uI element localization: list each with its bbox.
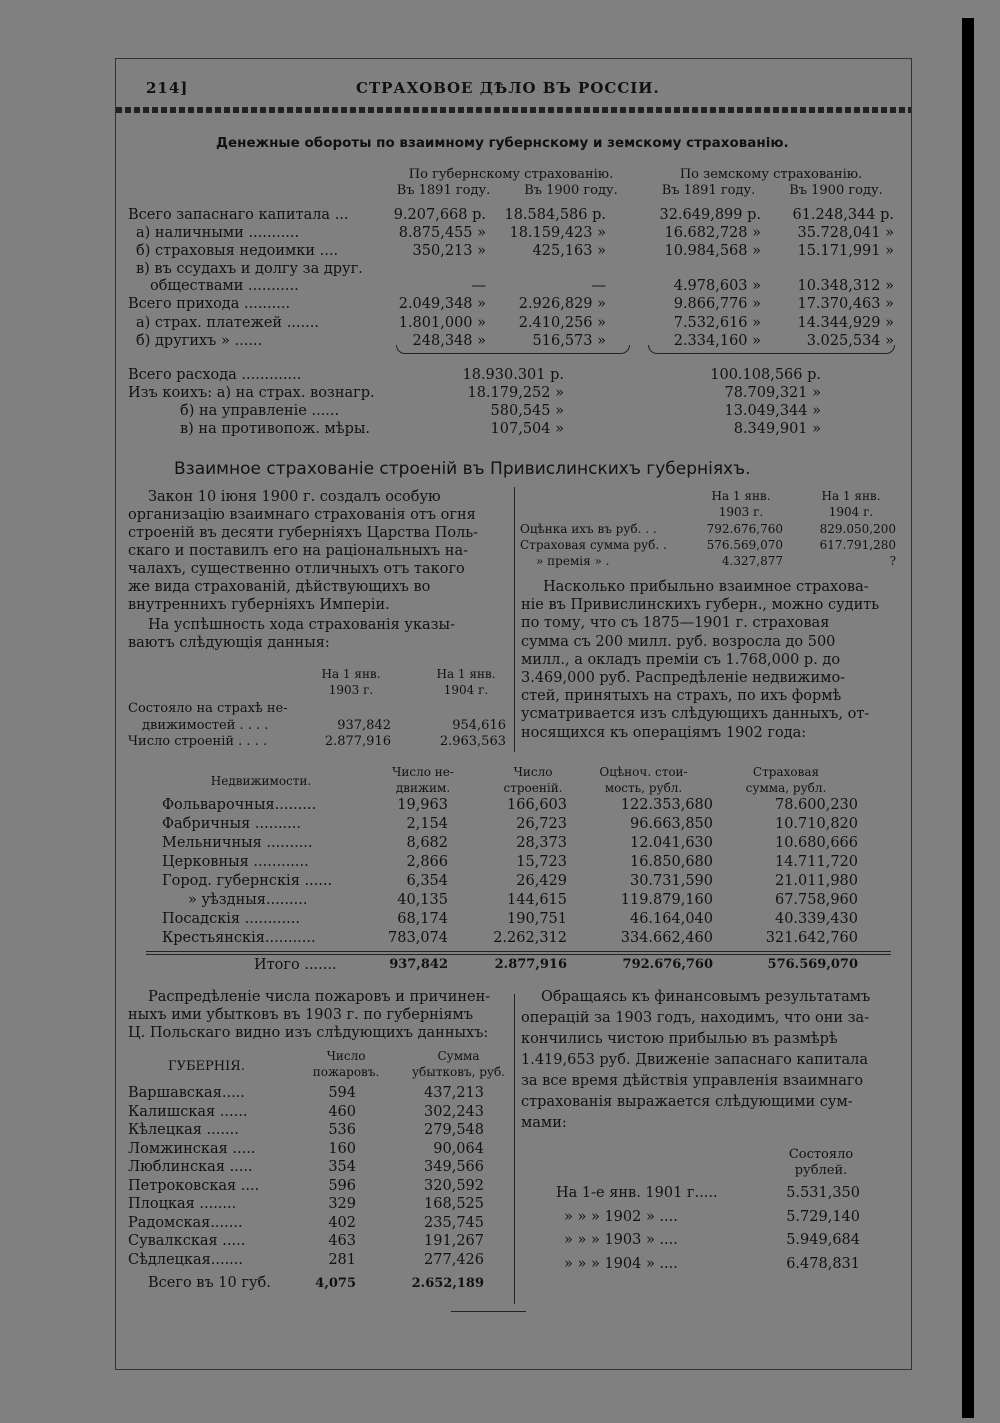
table-cell: 5.949,684 — [786, 1232, 860, 1248]
paragraph-line: усматривается изъ слѣдующихъ данныхъ, от- — [521, 706, 870, 723]
table-cell: 2.877,916 — [324, 734, 391, 749]
expense-label: Всего расхода ............. — [128, 367, 302, 383]
section1-title: Денежные обороты по взаимному губернскому и земскому страхованію. — [216, 135, 789, 151]
col-header: ГУБЕРНІЯ. — [168, 1059, 245, 1074]
col-header: На 1 янв. — [711, 489, 771, 503]
end-rule — [451, 1311, 526, 1312]
table-row-label: движимостей . . . . — [142, 718, 269, 733]
table-row-label: б) страховыя недоимки .... — [136, 243, 339, 259]
table-cell: 4.327,877 — [721, 554, 783, 568]
table-cell: 17.370,463 » — [797, 296, 894, 312]
table-cell: — — [471, 278, 486, 294]
paragraph-line: ваютъ слѣдующія данныя: — [128, 635, 330, 651]
paragraph-line: скаго и поставилъ его на раціональныхъ на- — [128, 543, 468, 559]
expense-zem: 8.349,901 » — [733, 421, 821, 437]
table-cell: 320,592 — [424, 1177, 484, 1194]
table-cell: 2.262,312 — [493, 930, 567, 946]
header-wavy-rule — [116, 107, 911, 113]
table-cell: 516,573 » — [532, 333, 606, 349]
table-cell: 8,682 — [406, 835, 448, 851]
column-divider-bottom — [514, 994, 515, 1304]
table-cell: 78.600,230 — [774, 797, 858, 813]
total-label: Итого ....... — [254, 957, 337, 973]
table-cell: 1.801,000 » — [398, 315, 486, 331]
expense-label: Изъ коихъ: а) на страх. вознагр. — [128, 385, 375, 401]
paragraph-line: внутреннихъ губерніяхъ Имперіи. — [128, 597, 390, 613]
table-row-label: На 1-е янв. 1901 г..... — [556, 1185, 718, 1201]
table-row-label: » » » 1903 » .... — [564, 1232, 678, 1248]
table-cell: 19,963 — [397, 797, 448, 813]
table-cell: 30.731,590 — [629, 873, 713, 889]
table-cell: 18.159,423 » — [509, 225, 606, 241]
paragraph-line: сумма съ 200 милл. руб. возросла до 500 — [521, 633, 836, 650]
paragraph-line: строеній въ десяти губерніяхъ Царства Поль- — [128, 525, 479, 541]
property-table-rule-2 — [146, 954, 891, 955]
table-cell: 46.164,040 — [629, 911, 713, 927]
col-header: Въ 1891 году. — [396, 183, 491, 198]
col-header: На 1 янв. — [821, 489, 881, 503]
table-row-label: » » » 1902 » .... — [564, 1208, 678, 1225]
table-cell: ? — [889, 554, 896, 568]
table-cell: 18.584,586 р. — [504, 207, 606, 223]
table-row-label: Калишская ...... — [128, 1103, 248, 1120]
table-cell: 12.041,630 — [629, 835, 713, 851]
total-cell: 4,075 — [315, 1276, 356, 1291]
paragraph-line: 3.469,000 руб. Распредѣленіе недвижимо- — [521, 670, 846, 686]
table-cell: 6,354 — [406, 873, 448, 889]
table-row-label: а) страх. платежей ....... — [136, 315, 319, 331]
table-cell: 90,064 — [433, 1140, 484, 1157]
expense-zem: 78.709,321 » — [724, 385, 821, 401]
table-cell: 596 — [328, 1177, 356, 1194]
table-row-label: в) въ ссудахъ и долгу за друг. — [136, 261, 363, 277]
table-cell: 10.680,666 — [774, 835, 858, 851]
table-cell: 2.963,563 — [439, 734, 506, 749]
table-cell: 144,615 — [507, 892, 567, 908]
total-cell: 2.877,916 — [494, 957, 567, 972]
table-cell: 277,426 — [424, 1251, 484, 1268]
table-row-label: Плоцкая ........ — [128, 1196, 237, 1212]
table-cell: 40,135 — [397, 892, 448, 908]
paragraph-line: чалахъ, существенно отличныхъ отъ такого — [128, 561, 465, 577]
table-cell: 5.531,350 — [786, 1185, 860, 1201]
table-cell: 829.050,200 — [819, 522, 896, 536]
table-row-label: б) другихъ » ...... — [136, 333, 263, 349]
table-cell: 14.344,929 » — [797, 315, 894, 331]
total-label: Всего въ 10 губ. — [148, 1275, 271, 1291]
table-row-label: Всего запаснаго капитала ... — [128, 207, 349, 223]
table-cell: 14.711,720 — [774, 854, 858, 870]
table-cell: 594 — [328, 1085, 356, 1101]
table-row-label: Петроковская .... — [128, 1177, 260, 1194]
table-cell: 350,213 » — [412, 243, 486, 259]
paragraph-line: страхованія выражается слѣдующими сум- — [521, 1094, 853, 1110]
col-header: Оцѣноч. стои- — [599, 765, 688, 779]
table-cell: 783,074 — [388, 930, 448, 946]
table-cell: 235,745 — [424, 1214, 484, 1231]
table-cell: 463 — [328, 1233, 356, 1249]
table-cell: 191,267 — [424, 1233, 484, 1249]
col-header: 1904 г. — [443, 683, 489, 697]
col-header: Въ 1891 году. — [661, 183, 756, 198]
table-cell: 4.978,603 » — [673, 278, 761, 294]
table-cell: 279,548 — [424, 1122, 484, 1138]
table-cell: 2,154 — [406, 816, 448, 832]
expense-zem: 13.049,344 » — [724, 403, 821, 419]
table-cell: 166,603 — [507, 797, 567, 813]
table-cell: 32.649,899 р. — [659, 207, 761, 223]
table-cell: 2.926,829 » — [518, 296, 606, 312]
table-row-label: Люблинская ..... — [128, 1159, 253, 1175]
paragraph-line: за все время дѣйствія управленія взаимнаго — [521, 1073, 864, 1089]
col-header: Состояло — [788, 1147, 854, 1162]
expense-label: б) на управленіе ...... — [180, 403, 340, 419]
table-row-label: » премія » . — [536, 554, 610, 568]
paragraph-line: Обращаясь къ финансовымъ результатамъ — [541, 989, 871, 1005]
paragraph-line: по тому, что съ 1875—1901 г. страховая — [521, 615, 830, 632]
table-row-label: Церковныя ............ — [162, 854, 309, 870]
col-header: сумма, рубл. — [745, 781, 827, 795]
table-cell: 460 — [328, 1103, 356, 1120]
table-cell: 8.875,455 » — [398, 225, 486, 241]
paragraph-line: 1.419,653 руб. Движеніе запаснаго капитала — [521, 1052, 868, 1068]
col-header: 1903 г. — [718, 505, 764, 519]
table-cell: 160 — [328, 1140, 356, 1157]
expense-label: в) на противопож. мѣры. — [180, 421, 371, 437]
paragraph-line: же вида страхованій, дѣйствующихъ во — [128, 579, 431, 595]
table-cell: 536 — [328, 1122, 356, 1138]
table-cell: 329 — [328, 1196, 356, 1212]
column-divider-top — [514, 487, 515, 752]
table-cell: 168,525 — [424, 1196, 484, 1212]
col-header: строеній. — [503, 781, 563, 795]
table-cell: 10.710,820 — [774, 816, 858, 832]
col-header: Въ 1900 году. — [524, 183, 618, 198]
paragraph-line: кончились чистою прибылью въ размѣрѣ — [521, 1031, 838, 1047]
table-cell: 21.011,980 — [774, 873, 858, 889]
table-row-label: Оцѣнка ихъ въ руб. . . — [520, 522, 657, 536]
table-cell: 68,174 — [397, 911, 448, 927]
table-cell: 792.676,760 — [706, 522, 783, 536]
table-row-label: Всего прихода .......... — [128, 296, 291, 312]
total-cell: 2.652,189 — [411, 1276, 484, 1291]
scan-edge-bar — [962, 18, 974, 1418]
group-header-gub: По губернскому страхованію. — [408, 167, 614, 182]
table-row-label: » уѣздныя......... — [188, 892, 308, 908]
table-cell: 617.791,280 — [819, 538, 896, 552]
table-row-label: Крестьянскія........... — [162, 930, 316, 946]
table-cell: 302,243 — [424, 1103, 484, 1120]
table-cell: 437,213 — [424, 1085, 484, 1101]
table-cell: 3.025,534 » — [806, 333, 894, 349]
col-header: рублей. — [794, 1163, 848, 1178]
table-row-label: Фольварочныя......... — [162, 797, 317, 813]
paragraph-line: мами: — [521, 1115, 567, 1131]
paragraph-line: Ц. Польскаго видно изъ слѣдующихъ данныхъ: — [128, 1025, 489, 1041]
col-header: движим. — [395, 781, 451, 795]
table-row-label: Число строеній . . . . — [128, 734, 268, 749]
paragraph-line: милл., а окладъ преміи съ 1.768,000 р. до — [521, 651, 841, 668]
col-header: Число — [513, 765, 553, 779]
table-cell: 6.478,831 — [786, 1255, 860, 1272]
table-row-label: Фабричныя .......... — [162, 816, 301, 832]
paragraph-line: Насколько прибыльно взаимное страхова- — [543, 579, 869, 595]
expense-gub: 107,504 » — [490, 421, 564, 437]
table-row-label: » » » 1904 » .... — [564, 1255, 678, 1272]
table-row-label: Кѣлецкая ....... — [128, 1122, 239, 1138]
table-cell: — — [591, 278, 606, 294]
table-row-label: Страховая сумма руб. . — [520, 538, 667, 552]
expense-gub: 18.930.301 р. — [462, 367, 564, 383]
section2-title: Взаимное страхованіе строеній въ Привислинскихъ губерніяхъ. — [174, 459, 751, 479]
table-cell: 349,566 — [424, 1159, 484, 1175]
property-table-rule — [146, 951, 891, 952]
col-header: Въ 1900 году. — [789, 183, 883, 198]
table-row-label: Мельничныя .......... — [162, 835, 313, 851]
expense-gub: 580,545 » — [490, 403, 564, 419]
table-cell: 2.410,256 » — [518, 315, 606, 331]
table-cell: 16.682,728 » — [664, 225, 761, 241]
expense-gub: 18.179,252 » — [467, 385, 564, 401]
paragraph-line: организацію взаимнаго страхованія отъ огня — [128, 507, 476, 523]
col-header: Сумма — [437, 1049, 480, 1063]
table-cell: 248,348 » — [412, 333, 486, 349]
table-cell: 119.879,160 — [620, 892, 713, 908]
expense-zem: 100.108,566 р. — [710, 367, 821, 383]
table-cell: 122.353,680 — [620, 797, 713, 813]
col-header: мость, рубл. — [604, 781, 683, 795]
table-cell: 937,842 — [337, 718, 391, 733]
table-row-label: а) наличными ........... — [136, 225, 300, 241]
page-number: 214] — [146, 79, 189, 97]
table-row-label: Состояло на страхѣ не- — [128, 701, 288, 716]
table-row-label: Ломжинская ..... — [128, 1140, 256, 1157]
total-cell: 576.569,070 — [767, 957, 858, 972]
paragraph-line: ніе въ Привислинскихъ губерн., можно судить — [521, 597, 880, 614]
table-cell: 96.663,850 — [629, 816, 713, 832]
table-row-label: обществами ........... — [150, 278, 299, 294]
table-cell: 61.248,344 р. — [792, 207, 894, 223]
table-row-label: Сѣдлецкая....... — [128, 1251, 244, 1268]
table-row-label: Посадскія ............ — [162, 911, 300, 927]
brace-zem — [648, 345, 895, 354]
col-header: На 1 янв. — [321, 667, 381, 681]
paragraph-line: ныхъ ими убытковъ въ 1903 г. по губерніямъ — [128, 1007, 474, 1023]
table-cell: 67.758,960 — [774, 892, 858, 908]
total-cell: 792.676,760 — [622, 957, 713, 972]
table-row-label: Радомская....... — [128, 1214, 243, 1231]
table-cell: 954,616 — [452, 718, 506, 733]
paragraph-line: На успѣшность хода страхованія указы- — [148, 617, 455, 633]
table-cell: 2.334,160 » — [673, 333, 761, 349]
book-page — [115, 58, 912, 1370]
col-header: Число не- — [392, 765, 454, 779]
table-cell: 9.207,668 р. — [393, 207, 486, 223]
col-header: 1904 г. — [828, 505, 874, 519]
paragraph-line: носящихся къ операціямъ 1902 года: — [521, 724, 807, 741]
paragraph-line: операцій за 1903 годъ, находимъ, что они за- — [521, 1010, 870, 1026]
col-header: Недвижимости. — [210, 774, 312, 788]
table-cell: 2,866 — [406, 854, 448, 870]
table-cell: 425,163 » — [532, 243, 606, 259]
table-cell: 15,723 — [516, 854, 567, 870]
table-cell: 10.984,568 » — [664, 243, 761, 259]
table-cell: 10.348,312 » — [797, 278, 894, 294]
table-cell: 321.642,760 — [765, 930, 858, 946]
col-header: Страховая — [752, 765, 820, 779]
table-row-label: Сувалкская ..... — [128, 1233, 246, 1249]
total-cell: 937,842 — [389, 957, 448, 972]
table-cell: 7.532,616 » — [673, 315, 761, 331]
col-header: На 1 янв. — [436, 667, 496, 681]
table-cell: 9.866,776 » — [673, 296, 761, 312]
group-header-zem: По земскому страхованію. — [679, 167, 863, 182]
table-cell: 354 — [328, 1159, 356, 1175]
table-cell: 35.728,041 » — [797, 225, 894, 241]
table-row-label: Город. губернскія ...... — [162, 873, 333, 889]
table-cell: 5.729,140 — [786, 1208, 860, 1225]
col-header: убытковъ, руб. — [412, 1065, 505, 1079]
table-cell: 190,751 — [507, 911, 567, 927]
table-cell: 281 — [328, 1251, 356, 1268]
table-cell: 28,373 — [516, 835, 567, 851]
table-cell: 16.850,680 — [629, 854, 713, 870]
running-title: СТРАХОВОЕ ДѢЛО ВЪ РОССІИ. — [356, 79, 660, 97]
table-cell: 402 — [328, 1214, 356, 1231]
table-cell: 40.339,430 — [774, 911, 858, 927]
paragraph-line: Распредѣленіе числа пожаровъ и причинен- — [148, 989, 491, 1005]
col-header: 1903 г. — [328, 683, 374, 697]
brace-gub — [396, 345, 630, 354]
paragraph-line: Закон 10 іюня 1900 г. создалъ особую — [148, 489, 441, 505]
table-row-label: Варшавская..... — [128, 1085, 245, 1101]
col-header: пожаровъ. — [312, 1065, 380, 1079]
col-header: Число — [326, 1049, 366, 1063]
table-cell: 15.171,991 » — [797, 243, 894, 259]
table-cell: 26,429 — [516, 873, 567, 889]
table-cell: 576.569,070 — [706, 538, 783, 552]
table-cell: 26,723 — [516, 816, 567, 832]
paragraph-line: стей, принятыхъ на страхъ, по ихъ формѣ — [521, 688, 842, 705]
table-cell: 334.662,460 — [620, 930, 713, 946]
table-cell: 2.049,348 » — [398, 296, 486, 312]
